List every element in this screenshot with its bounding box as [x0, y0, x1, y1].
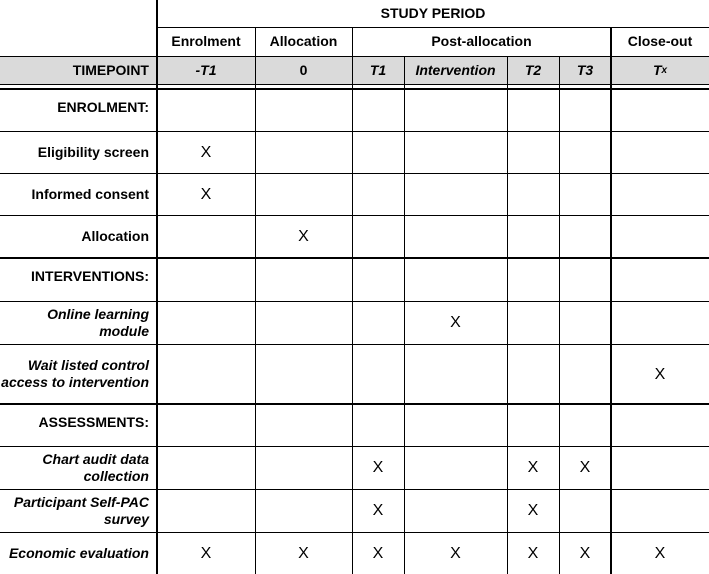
grid-line-vertical [610, 27, 612, 574]
phase-header: Allocation [269, 33, 338, 49]
timepoint-header: T2 [524, 61, 542, 78]
schedule-mark: X [372, 544, 384, 562]
activity-label: Online learning module [47, 305, 149, 339]
grid-line-vertical [507, 56, 508, 574]
schedule-mark: X [200, 544, 212, 562]
activity-label: Wait listed control access to intervention [1, 357, 149, 390]
schedule-mark: X [200, 185, 212, 203]
section-heading: INTERVENTIONS: [31, 268, 149, 284]
grid-line-vertical [156, 0, 158, 574]
study-period-header: STUDY PERIOD [380, 5, 486, 21]
grid-line-horizontal [0, 173, 709, 174]
schedule-mark: X [450, 314, 461, 331]
timepoint-header: Intervention [415, 61, 496, 78]
activity-label: Economic evaluation [8, 544, 149, 561]
activity-label: Eligibility screen [37, 143, 149, 160]
schedule-mark: X [372, 459, 384, 476]
section-heading: ASSESSMENTS: [38, 414, 149, 430]
schedule-mark: X [372, 502, 384, 519]
grid-line-horizontal [0, 257, 709, 259]
phase-header: Close-out [627, 33, 693, 49]
timepoint-header: -T1 [195, 61, 217, 78]
grid-line-horizontal [0, 56, 709, 57]
section-heading: ENROLMENT: [57, 99, 149, 115]
schedule-mark: X [654, 365, 666, 383]
timepoint-header: T1 [369, 61, 387, 78]
phase-header: Post-allocation [431, 33, 532, 49]
schedule-mark: X [298, 544, 309, 562]
schedule-mark: X [527, 502, 539, 519]
schedule-mark: X [654, 544, 666, 562]
grid-line-horizontal [0, 403, 709, 405]
schedule-mark: X [579, 544, 591, 562]
schedule-mark: X [579, 459, 591, 476]
timepoint-header: 0 [299, 61, 308, 78]
grid-line-horizontal [0, 489, 709, 490]
grid-line-horizontal [0, 301, 709, 302]
grid-line-horizontal [0, 131, 709, 132]
grid-line-horizontal [0, 215, 709, 216]
activity-label: Informed consent [31, 185, 149, 202]
grid-line-horizontal [0, 532, 709, 533]
grid-line-vertical [352, 27, 353, 574]
grid-line-vertical [404, 56, 405, 574]
schedule-mark: X [527, 544, 539, 562]
timepoint-main-letter: T [652, 61, 662, 78]
grid-line-horizontal [0, 344, 709, 345]
grid-line-vertical [559, 56, 560, 574]
grid-line-horizontal [157, 27, 709, 28]
activity-label: Participant Self-PAC survey [13, 493, 149, 527]
grid-line-horizontal [0, 446, 709, 447]
activity-label: Allocation [81, 228, 149, 244]
activity-label: Chart audit data collection [42, 450, 149, 484]
timepoint-label: TIMEPOINT [72, 61, 149, 78]
schedule-mark: X [527, 459, 539, 476]
grid-line-horizontal [0, 84, 709, 85]
schedule-mark: X [200, 143, 212, 161]
grid-line-vertical [255, 27, 256, 574]
timepoint-header [611, 56, 709, 84]
timepoint-subscript: x [661, 64, 668, 76]
schedule-mark: X [298, 228, 309, 245]
phase-header: Enrolment [171, 33, 241, 49]
schedule-mark: X [450, 544, 461, 562]
timepoint-header: T3 [576, 61, 594, 78]
grid-line-horizontal [0, 88, 709, 90]
